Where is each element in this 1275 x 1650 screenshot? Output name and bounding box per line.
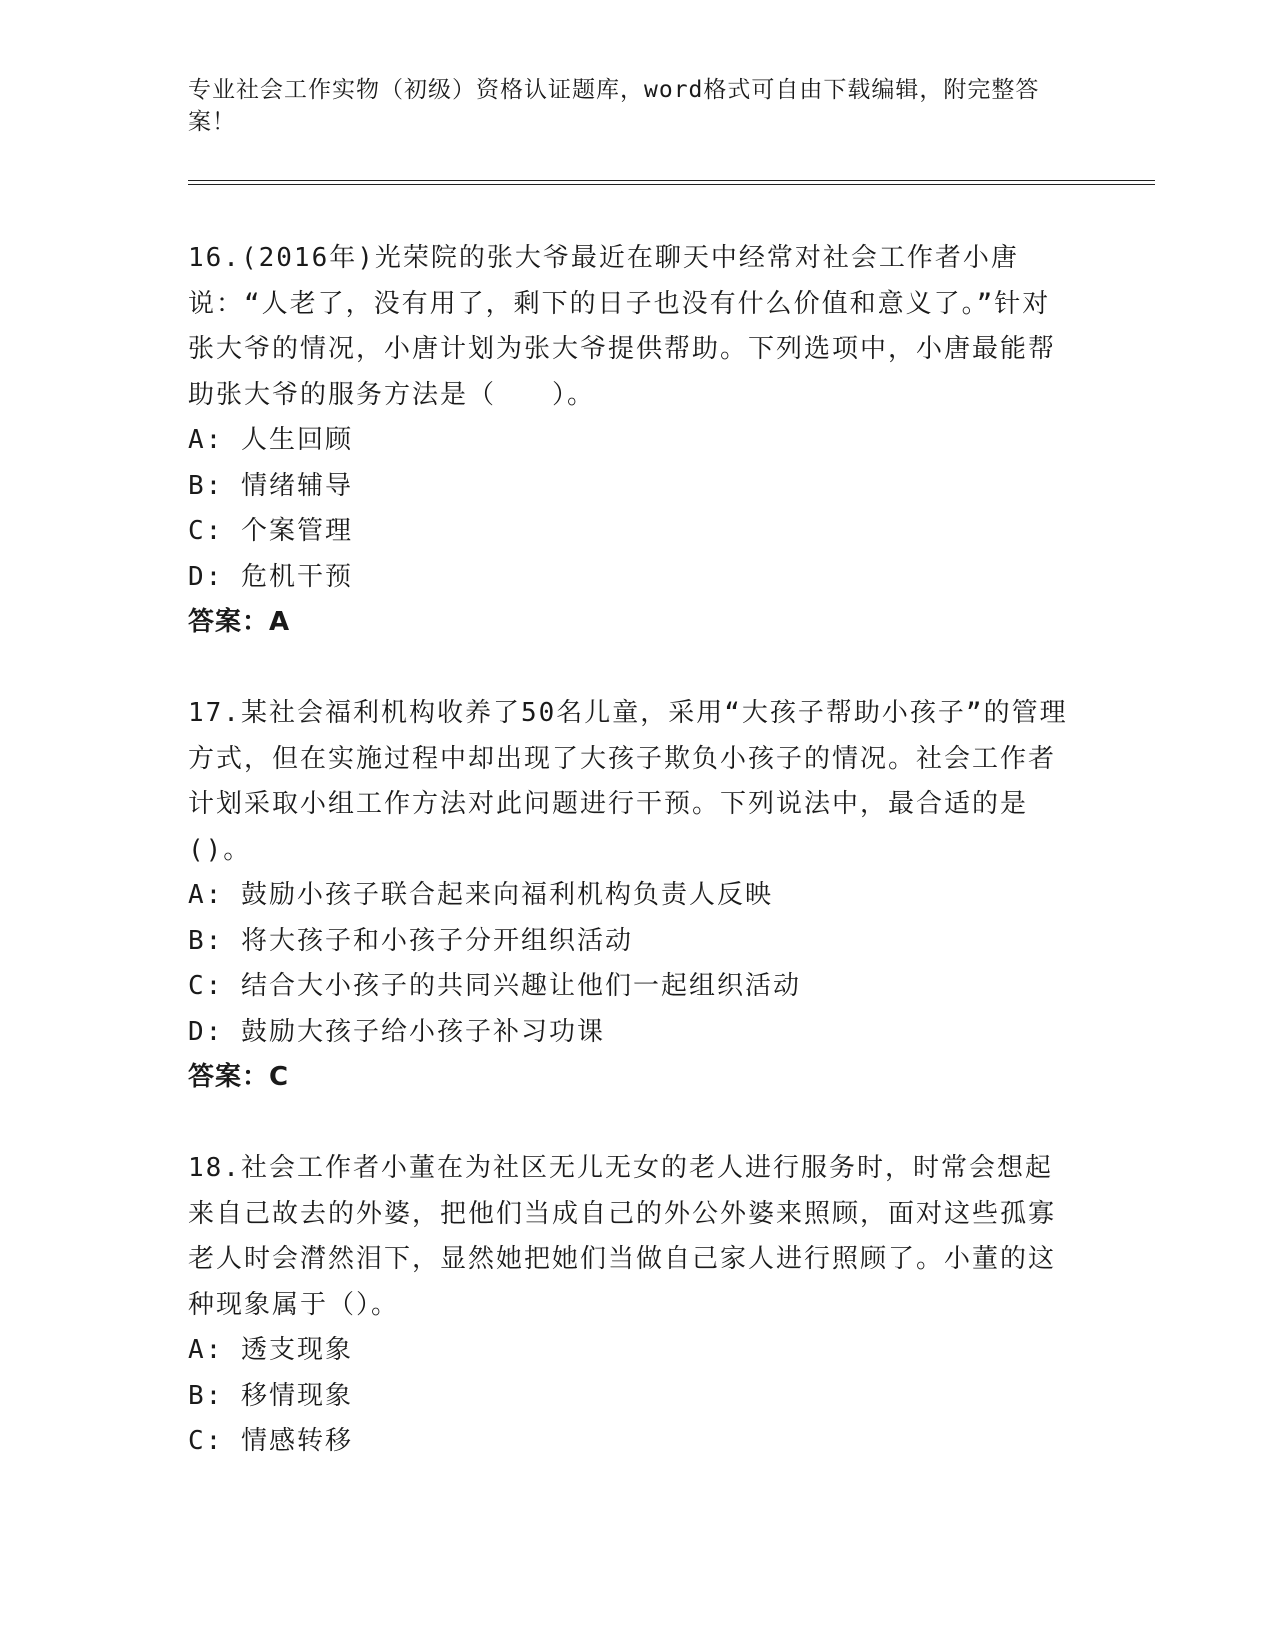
option-a: A: 透支现象: [188, 1335, 353, 1365]
option-d: D: 鼓励大孩子给小孩子补习功课: [188, 1016, 605, 1047]
question-stem: 17.某社会福利机构收养了50名儿童，采用“大孩子帮助小孩子”的管理方式，但在实施过程中却出现了大孩子欺负小孩子的情况。社会工作者计划采取小组工作方法对此问题进行干预。下列说法中，最合适的是()。: [188, 698, 1068, 865]
question-stem: 18.社会工作者小董在为社区无儿无女的老人进行服务时，时常会想起来自己故去的外婆，把他们当成自己的外公外婆来照顾，面对这些孤寡老人时会潸然泪下，显然她把她们当做自己家人进行照顾了。小董的这种现象属于（）。: [188, 1153, 1057, 1320]
option-d: D: 危机干预: [188, 561, 353, 592]
question-stem: 16.(2016年)光荣院的张大爷最近在聊天中经常对社会工作者小唐说：“人老了，没有用了，剩下的日子也没有什么价值和意义了。”针对张大爷的情况，小唐计划为张大爷提供帮助。下列选项中，小唐最能帮助张大爷的服务方法是（ ）。: [188, 243, 1057, 410]
answer-label: 答案：A: [188, 607, 291, 637]
option-c: C: 情感转移: [188, 1426, 353, 1456]
option-c: C: 结合大小孩子的共同兴趣让他们一起组织活动: [188, 971, 801, 1001]
question-17: [188, 691, 1078, 1101]
option-a: A: 鼓励小孩子联合起来向福利机构负责人反映: [188, 880, 773, 910]
answer-label: 答案：C: [188, 1062, 290, 1092]
option-a: A: 人生回顾: [188, 425, 353, 455]
document-header: 专业社会工作实物（初级）资格认证题库，word格式可自由下载编辑，附完整答案！: [188, 77, 1040, 135]
question-18: [188, 1146, 1078, 1465]
option-b: B: 情绪辅导: [188, 470, 353, 501]
header-divider: [188, 180, 1155, 185]
option-b: B: 将大孩子和小孩子分开组织活动: [188, 925, 633, 956]
option-b: B: 移情现象: [188, 1380, 353, 1411]
question-16: [188, 236, 1078, 646]
option-c: C: 个案管理: [188, 516, 353, 546]
